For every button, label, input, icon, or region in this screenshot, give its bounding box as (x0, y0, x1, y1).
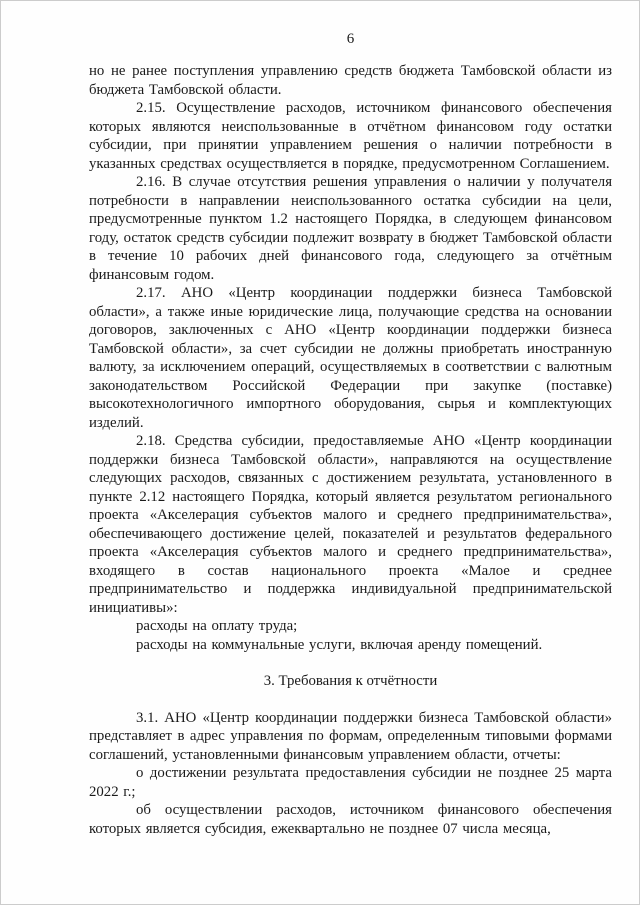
report-list-item: о достижении результата предоставления субсидии не позднее 25 марта 2022 г.; (89, 765, 612, 800)
expense-list-item: расходы на оплату труда; (136, 618, 298, 634)
paragraph-2-15: 2.15. Осуществление расходов, источником финансового обеспечения которых являются неиспользованные в отчётном финансовом году остатки субсидии, при принятии управлением решения о наличии потребности в указанных средствах осуществляется в порядке, предусмотренном Соглашением. (89, 100, 612, 172)
paragraph-2-18: 2.18. Средства субсидии, предоставляемые АНО «Центр координации поддержки бизнеса Тамбовской области», направляются на осуществление следующих расходов, связанных с достижением результата, установленного в пункте 2.12 настоящего Порядка, который является результатом регионального проекта «Акселерация субъектов малого и среднего предпринимательства», обеспечивающего достижение целей, показателей и результатов федерального проекта «Акселерация субъектов малого и среднего предпринимательства», входящего в состав национального проекта «Малое и среднее предпринимательство и поддержка индивидуальной предпринимательской инициативы»: (89, 433, 612, 616)
page-number: 6 (346, 31, 355, 47)
paragraph-2-17: 2.17. АНО «Центр координации поддержки бизнеса Тамбовской области», а также иные юридические лица, получающие средства на основании договоров, заключенных с АНО «Центр координации поддержки бизнеса Тамбовской области», за счет субсидии не должны приобретать иностранную валюту, за исключением операций, осуществляемых в соответствии с валютным законодательством Российской Федерации при закупке (поставке) высокотехнологичного импортного оборудования, сырья и комплектующих изделий. (89, 285, 612, 431)
page-content (1, 1, 639, 856)
paragraph-continuation: но не ранее поступления управлению средств бюджета Тамбовской области из бюджета Тамбовской области. (89, 63, 612, 98)
report-list-item: об осуществлении расходов, источником финансового обеспечения которых является субсидия, ежеквартально не позднее 07 числа месяца, (89, 802, 612, 837)
paragraph-3-1: 3.1. АНО «Центр координации поддержки бизнеса Тамбовской области» представляет в адрес управления по формам, определенным типовыми формами соглашений, установленными финансовым управлением области, отчеты: (89, 709, 612, 763)
section-heading: 3. Требования к отчётности (263, 673, 438, 689)
paragraph-2-16: 2.16. В случае отсутствия решения управления о наличии у получателя потребности в направлении неиспользованного остатка субсидии на цели, предусмотренные пунктом 1.2 настоящего Порядка, в следующем финансовом году, остаток средств субсидии подлежит возврату в бюджет Тамбовской области в течение 10 рабочих дней финансового года, следующего за отчётным финансовым годом. (89, 174, 612, 283)
expense-list-item: расходы на коммунальные услуги, включая аренду помещений. (136, 636, 543, 653)
